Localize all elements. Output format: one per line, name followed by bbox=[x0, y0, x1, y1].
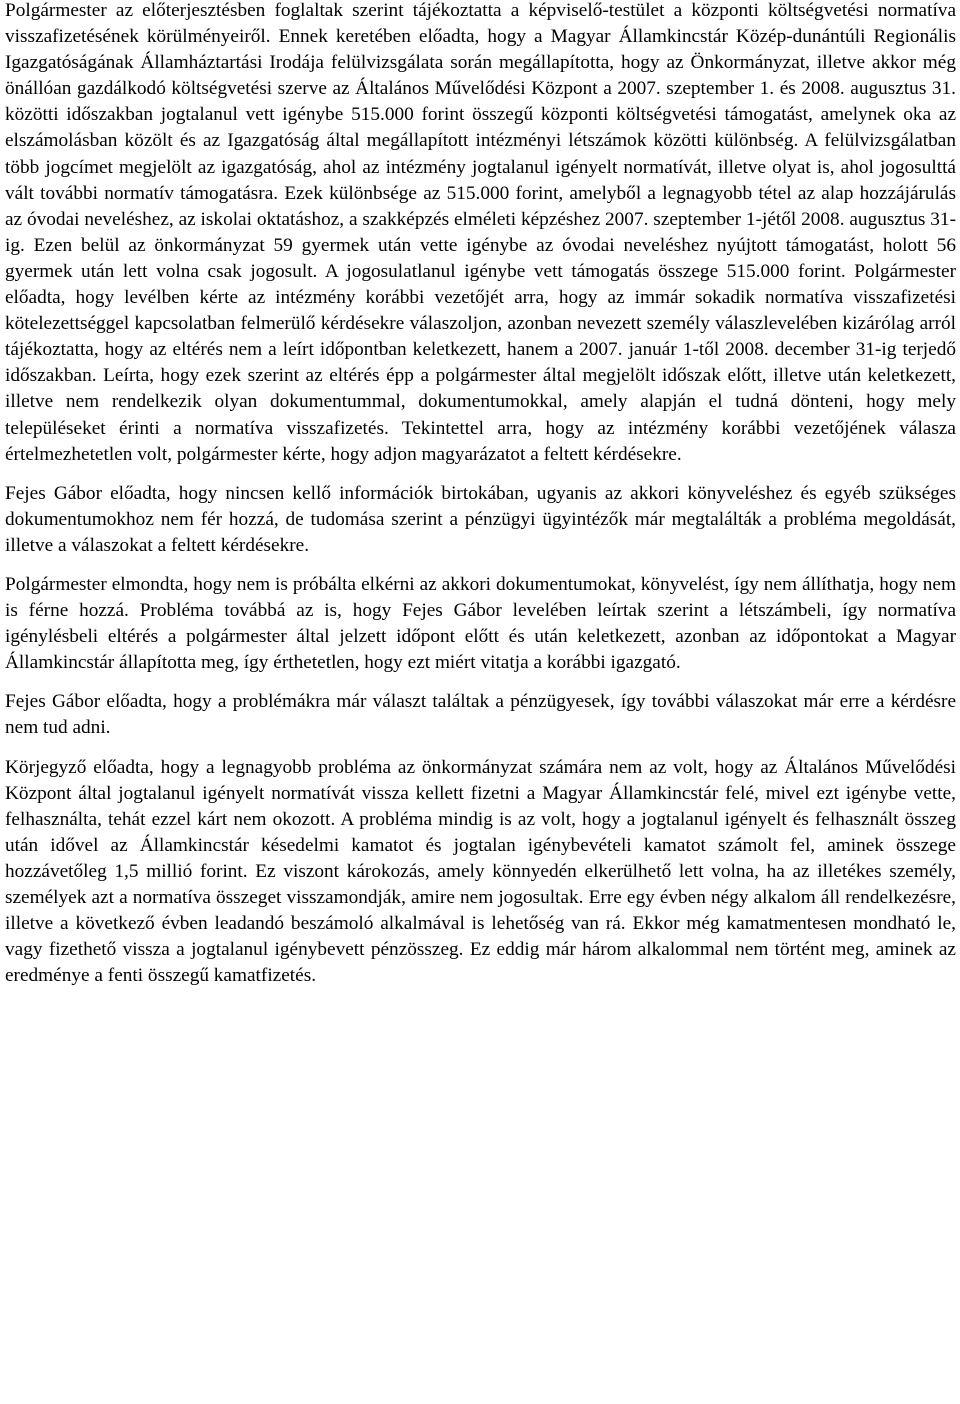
paragraph-fejes-second-response: Fejes Gábor előadta, hogy a problémákra már választ találtak a pénzügyesek, így további válaszokat már erre a kérdésre nem tud adni. bbox=[5, 691, 956, 739]
paragraph-mayor-report: Polgármester az előterjesztésben foglaltak szerint tájékoztatta a képviselő-testület a központi költségvetési normatíva visszafizetésének körülményeiről. Ennek keretében előadta, hogy a Magyar Államkincstár Közép-dunántúli Regionális Igazgatóságának Államháztartási Irodája felülvizsgálata során megállapította, hogy az Önkormányzat, illetve akkor még önállóan gazdálkodó költségvetési szerve az Általános Művelődési Központ a 2007. szeptember 1. és 2008. augusztus 31. közötti időszakban jogtalanul vett igénybe 515.000 forint összegű központi költségvetési támogatást, amelynek oka az elszámolásban közölt és az Igazgatóság által megállapított intézményi létszámok közötti különbség. A felülvizsgálatban több jogcímet megjelölt az igazgatóság, ahol az intézmény jogtalanul igényelt normatívát, illetve olyat is, ahol jogosulttá vált további normatív támogatásra. Ezek különbsége az 515.000 forint, amelyből a legnagyobb tétel az alap hozzájárulás az óvodai neveléshez, az iskolai oktatáshoz, a szakképzés elméleti képzéshez 2007. szeptember 1-jétől 2008. augusztus 31-ig. Ezen belül az önkormányzat 59 gyermek után vette igénybe az óvodai neveléshez nyújtott támogatást, holott 56 gyermek után lett volna csak jogosult. A jogosulatlanul igénybe vett támogatás összege 515.000 forint. Polgármester előadta, hogy levélben kérte az intézmény korábbi vezetőjét arra, hogy az immár sokadik normatíva visszafizetési kötelezettséggel kapcsolatban felmerülő kérdésekre válaszoljon, azonban nevezett személy válaszlevelében kizárólag arról tájékoztatta, hogy az eltérés nem a leírt időpontban keletkezett, hanem a 2007. január 1-től 2008. december 31-ig terjedő időszakban. Leírta, hogy ezek szerint az eltérés épp a polgármester által megjelölt időszak előtt, illetve után keletkezett, illetve nem rendelkezik olyan dokumentummal, dokumentumokkal, amely alapján el tudná dönteni, hogy mely településeket érinti a normatíva visszafizetés. Tekintettel arra, hogy az intézmény korábbi vezetőjének válasza értelmezhetetlen volt, polgármester kérte, hogy adjon magyarázatot a feltett kérdésekre. bbox=[5, 0, 956, 465]
paragraph-mayor-reply: Polgármester elmondta, hogy nem is próbálta elkérni az akkori dokumentumokat, könyvelést, így nem állíthatja, hogy nem is férne hozzá. Probléma továbbá az is, hogy Fejes Gábor levelében leírtak szerint a létszámbeli, így normatíva igénylésbeli eltérés a polgármester által jelzett időpont előtt és után keletkezett, azonban az időpontokat a Magyar Államkincstár állapította meg, így érthetetlen, hogy ezt miért vitatja a korábbi igazgató. bbox=[5, 573, 956, 674]
paragraph-notary-statement: Körjegyző előadta, hogy a legnagyobb probléma az önkormányzat számára nem az volt, hogy az Általános Művelődési Központ által jogtalanul igényelt normatívát vissza kellett fizetni a Magyar Államkincstár felé, mivel ezt igénybe vette, felhasználta, tehát ezzel kárt nem okozott. A probléma mindig is az volt, hogy a jogtalanul igényelt és felhasznált összeg után idővel az Államkincstár késedelmi kamatot és jogtalan igénybevételi kamatot számolt fel, aminek összege hozzávetőleg 1,5 millió forint. Ez viszont károkozás, amely könnyedén elkerülhető lett volna, ha az illetékes személy, személyek azt a normatíva összeget visszamondják, amire nem jogosultak. Erre egy évben négy alkalom áll rendelkezésre, illetve a következő évben leadandó beszámoló alkalmával is lehetőség van rá. Ekkor még kamatmentesen mondható le, vagy fizethető vissza a jogtalanul igénybevett pénzösszeg. Ez eddig már három alkalommal nem történt meg, aminek az eredménye a fenti összegű kamatfizetés. bbox=[5, 756, 956, 987]
paragraph-fejes-response: Fejes Gábor előadta, hogy nincsen kellő információk birtokában, ugyanis az akkori könyveléshez és egyéb szükséges dokumentumokhoz nem fér hozzá, de tudomása szerint a pénzügyi ügyintézők már megtalálták a probléma megoldását, illetve a válaszokat a feltett kérdésekre. bbox=[5, 482, 956, 556]
